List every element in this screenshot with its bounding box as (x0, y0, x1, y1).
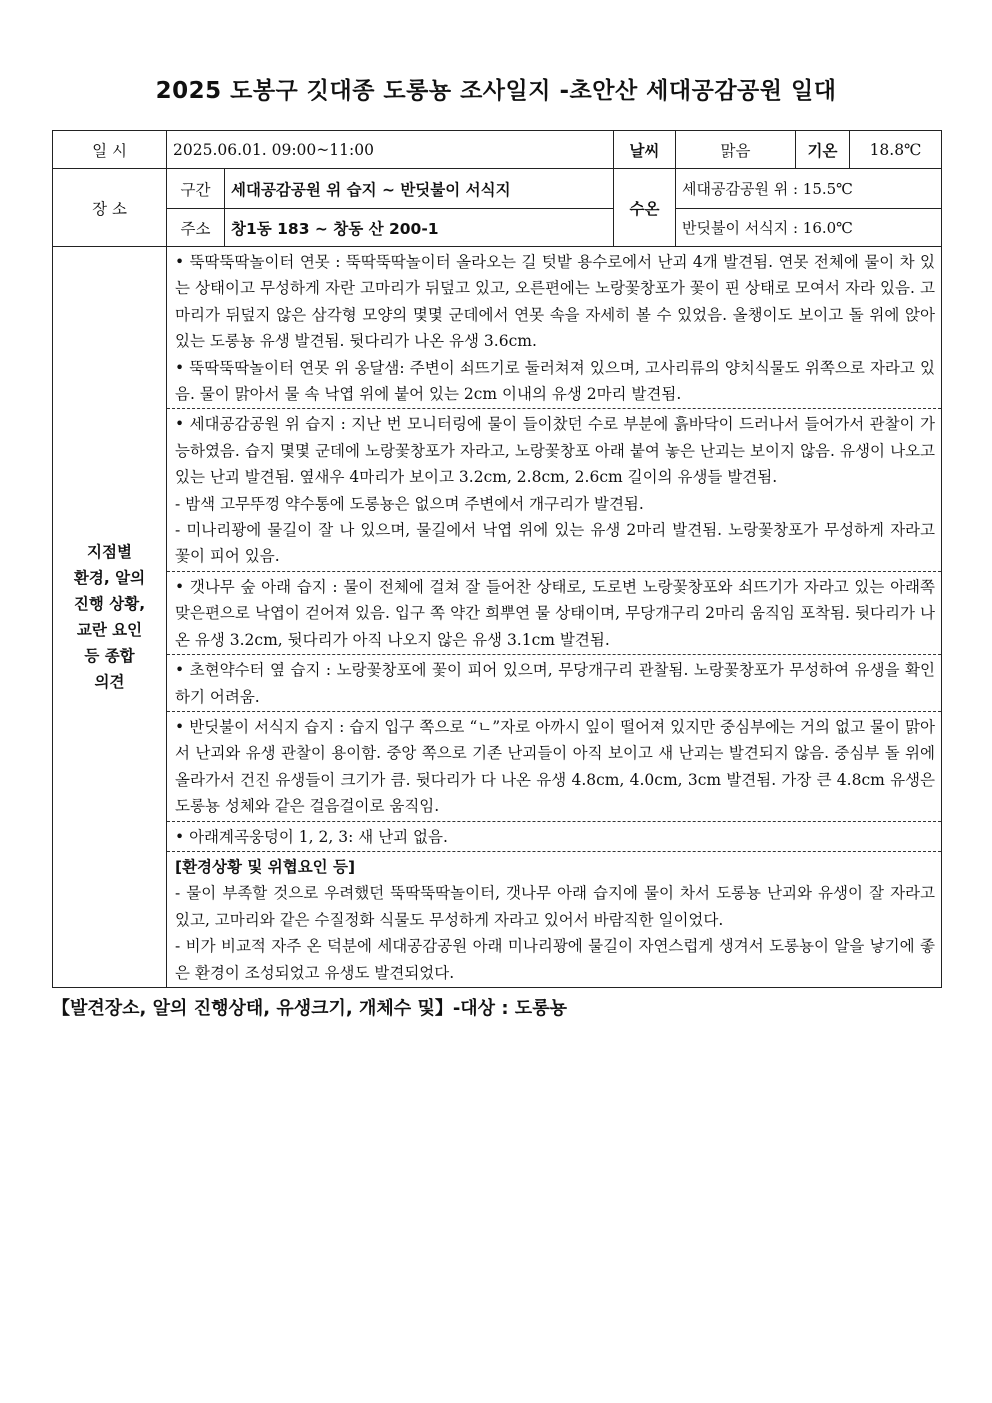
notes-label: 지점별 환경, 알의 진행 상황, 교란 요인 등 종합 의견 (53, 247, 167, 988)
env-header: [환경상황 및 위협요인 등] (175, 857, 356, 876)
section-label: 구간 (167, 169, 225, 209)
env-text: - 물이 부족할 것으로 우려했던 뚝딱뚝딱놀이터, 갯나무 아래 습지에 물이 차서 도롱뇽 난괴와 유생이 잘 자라고 있고, 고마리와 같은 수질정화 식물도 무성하게 자라고 있어서 바람직한 일이었다. - 비가 비교적 자주 온 덕분에 세대공감공원 아래 미나리꽝에 물길이 자연스럽게 생겨서 도롱뇽이 알을 낳기에 좋은 환경이 조성되었고 유생도 발견되었다. (175, 884, 935, 982)
datetime-value: 2025.06.01. 09:00~11:00 (167, 131, 614, 169)
water-temp-label: 수온 (614, 169, 676, 247)
address-row (53, 209, 942, 247)
place-label: 장 소 (53, 169, 167, 247)
note-section-1: • 뚝딱뚝딱놀이터 연못 : 뚝딱뚝딱놀이터 올라오는 길 텃밭 용수로에서 난괴 4개 발견됨. 연못 전체에 물이 차 있는 상태이고 무성하게 자란 고마리가 뒤덮고 있고, 오른편에는 노랑꽃창포가 꽃이 핀 상태로 모여서 자라 있음. 고마리가 뒤덮지 않은 삼각형 모양의 몇몇 군데에서 연못 속을 자세히 볼 수 있었음. 올챙이도 보이고 돌 위에 앉아 있는 도롱뇽 유생 발견됨. 뒷다리가 나온 유생 3.6cm. • 뚝딱뚝딱놀이터 연못 위 옹달샘: 주변이 쇠뜨기로 둘러쳐져 있으며, 고사리류의 양치식물도 위쪽으로 자라고 있음. 물이 맑아서 물 속 낙엽 위에 붙어 있는 2cm 이내의 유생 2마리 발견됨. (167, 247, 941, 409)
weather-label: 날씨 (614, 131, 676, 169)
address-label: 주소 (167, 209, 225, 247)
env-section (167, 852, 941, 987)
footer-caption: 【발견장소, 알의 진행상태, 유생크기, 개체수 및】-대상 : 도롱뇽 (52, 998, 567, 1019)
datetime-label: 일 시 (53, 131, 167, 169)
note-section-2: • 세대공감공원 위 습지 : 지난 번 모니터링에 물이 들이찼던 수로 부분에 흙바닥이 드러나서 들어가서 관찰이 가능하였음. 습지 몇몇 군데에 노랑꽃창포가 자라고, 노랑꽃창포 아래 붙여 놓은 난괴는 보이지 않음. 유생이 나오고 있는 난괴 발견됨. 옆새우 4마리가 보이고 3.2cm, 2.8cm, 2.6cm 길이의 유생들 발견됨. - 밤색 고무뚜껑 약수통에 도롱뇽은 없으며 주변에서 개구리가 발견됨. - 미나리꽝에 물길이 잘 나 있으며, 물길에서 낙엽 위에 있는 유생 2마리 발견됨. 노랑꽃창포가 무성하게 자라고 꽃이 피어 있음. (167, 409, 941, 571)
section-value: 세대공감공원 위 습지 ~ 반딧불이 서식지 (225, 169, 614, 209)
datetime-row (53, 131, 942, 169)
note-section-3: • 갯나무 숲 아래 습지 : 물이 전체에 걸쳐 잘 들어찬 상태로, 도로변 노랑꽃창포와 쇠뜨기가 자라고 있는 아래쪽 맞은편으로 낙엽이 걷어져 있음. 입구 쪽 약간 희뿌연 물 상태이며, 무당개구리 2마리 움직임 포착됨. 뒷다리가 나온 유생 3.2cm, 뒷다리가 아직 나오지 않은 유생 3.1cm 발견됨. (167, 572, 941, 655)
survey-table (52, 130, 942, 988)
notes-content (167, 247, 942, 988)
temp-label: 기온 (796, 131, 850, 169)
note-section-4: • 초현약수터 옆 습지 : 노랑꽃창포에 꽃이 피어 있으며, 무당개구리 관찰됨. 노랑꽃창포가 무성하여 유생을 확인하기 어려움. (167, 655, 941, 712)
notes-row (53, 247, 942, 988)
temp-value: 18.8℃ (850, 131, 942, 169)
weather-value: 맑음 (676, 131, 796, 169)
water-temp-1: 세대공감공원 위 : 15.5℃ (676, 169, 942, 209)
page-title: 2025 도봉구 깃대종 도롱뇽 조사일지 -초안산 세대공감공원 일대 (155, 78, 837, 104)
place-row (53, 169, 942, 209)
water-temp-2: 반딧불이 서식지 : 16.0℃ (676, 209, 942, 247)
address-value: 창1동 183 ~ 창동 산 200-1 (225, 209, 614, 247)
note-section-5: • 반딧불이 서식지 습지 : 습지 입구 쪽으로 “ㄴ”자로 아까시 잎이 떨어져 있지만 중심부에는 거의 없고 물이 맑아서 난괴와 유생 관찰이 용이함. 중앙 쪽으로 기존 난괴들이 아직 보이고 새 난괴는 발견되지 않음. 중심부 돌 위에 올라가서 건진 유생들이 크기가 큼. 뒷다리가 다 나온 유생 4.8cm, 4.0cm, 3cm 발견됨. 가장 큰 4.8cm 유생은 도롱뇽 성체와 같은 걸음걸이로 움직임. (167, 712, 941, 822)
note-section-6: • 아래계곡웅덩이 1, 2, 3: 새 난괴 없음. (167, 822, 941, 852)
